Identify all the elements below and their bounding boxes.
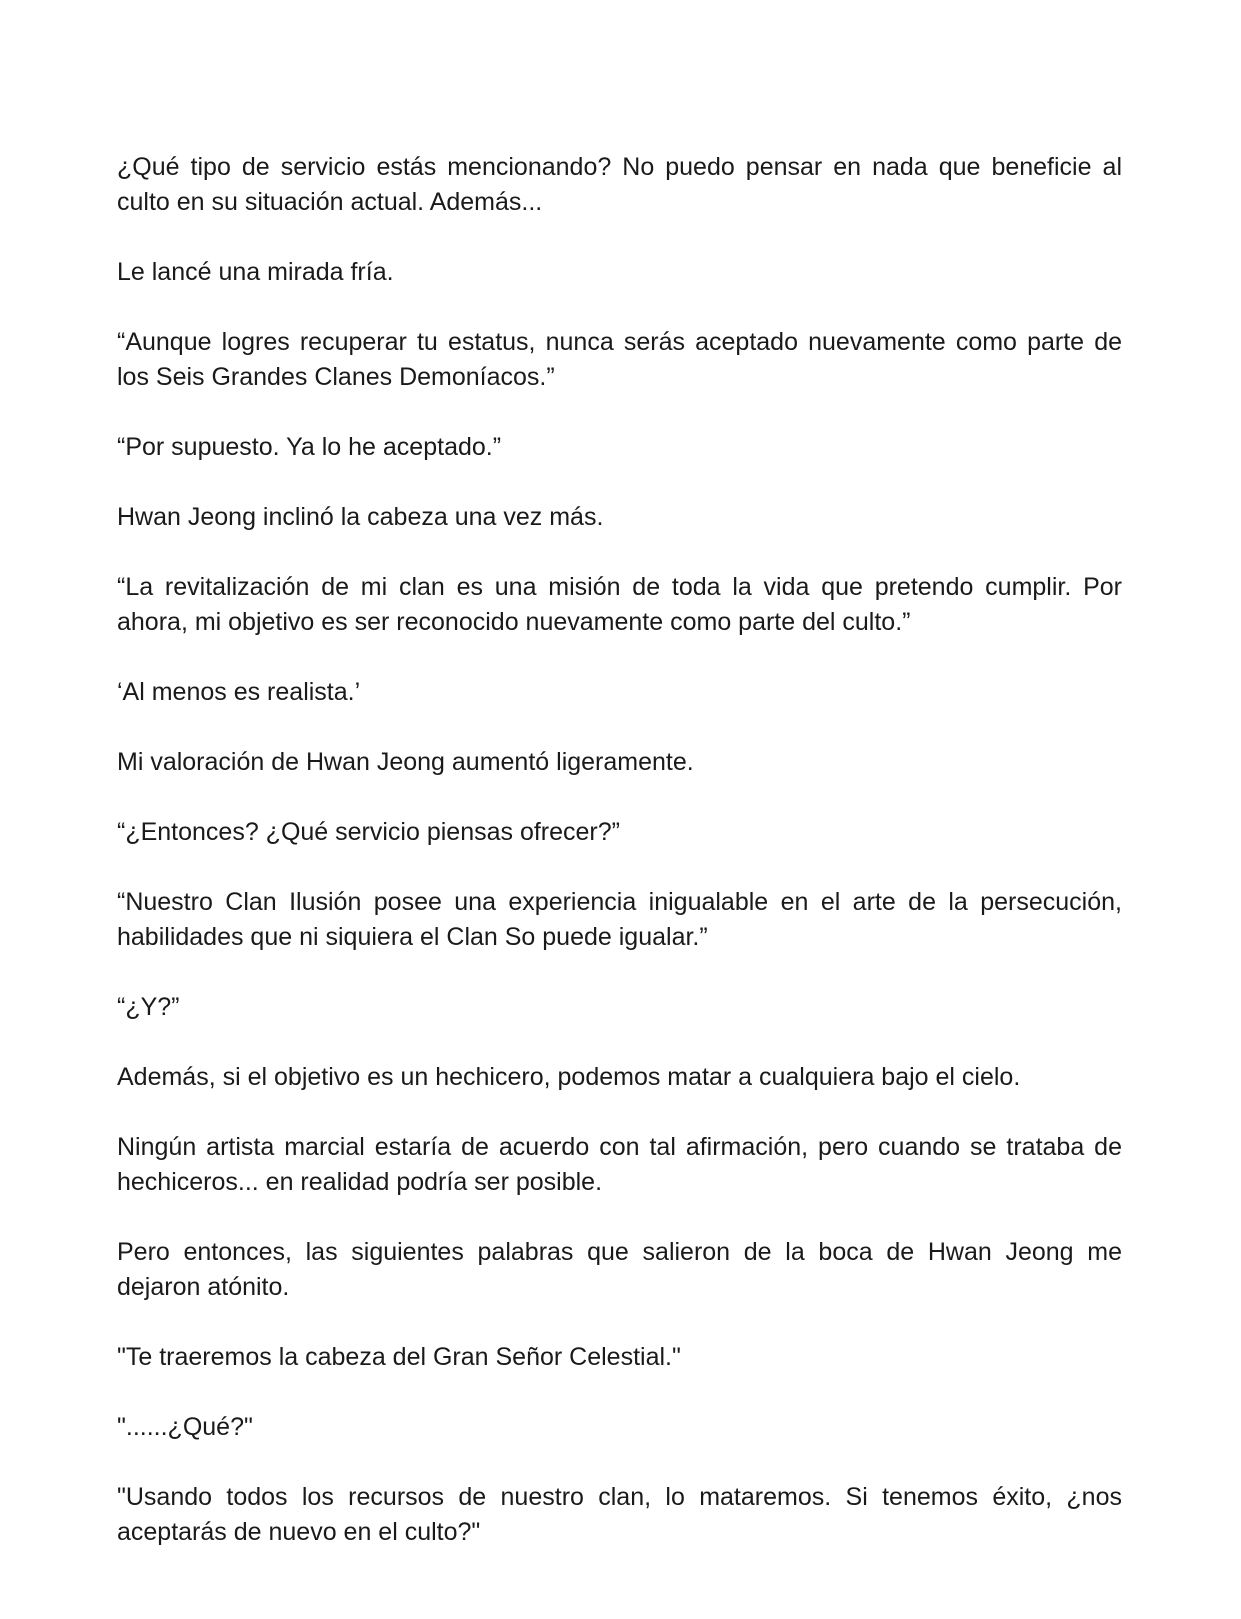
paragraph: “¿Y?” [117, 993, 180, 1021]
paragraph: ‘Al menos es realista.’ [117, 678, 361, 706]
paragraph: “La revitalización de mi clan es una misión de toda la vida que pretendo cumplir. Por ahora, mi objetivo es ser reconocido nuevamente como parte del culto.” [117, 573, 1122, 636]
paragraph: “¿Entonces? ¿Qué servicio piensas ofrecer?” [117, 818, 620, 846]
paragraph: Además, si el objetivo es un hechicero, podemos matar a cualquiera bajo el cielo. [117, 1063, 1021, 1091]
paragraph: Mi valoración de Hwan Jeong aumentó ligeramente. [117, 748, 694, 776]
paragraph: "......¿Qué?" [117, 1413, 253, 1441]
paragraph: “Por supuesto. Ya lo he aceptado.” [117, 433, 502, 461]
paragraph: Hwan Jeong inclinó la cabeza una vez más. [117, 503, 604, 531]
paragraph: "Te traeremos la cabeza del Gran Señor Celestial." [117, 1343, 681, 1371]
paragraph: Le lancé una mirada fría. [117, 258, 394, 286]
paragraph: “Nuestro Clan Ilusión posee una experiencia inigualable en el arte de la persecución, habilidades que ni siquiera el Clan So puede igualar.” [117, 888, 1122, 951]
document-body [117, 150, 1122, 1585]
paragraph: “Aunque logres recuperar tu estatus, nunca serás aceptado nuevamente como parte de los Seis Grandes Clanes Demoníacos.” [117, 328, 1122, 391]
paragraph: Ningún artista marcial estaría de acuerdo con tal afirmación, pero cuando se trataba de hechiceros... en realidad podría ser posible. [117, 1133, 1122, 1196]
paragraph: Pero entonces, las siguientes palabras que salieron de la boca de Hwan Jeong me dejaron atónito. [117, 1238, 1122, 1301]
paragraph: ¿Qué tipo de servicio estás mencionando? No puedo pensar en nada que beneficie al culto en su situación actual. Además... [117, 153, 1122, 216]
paragraph: "Usando todos los recursos de nuestro clan, lo mataremos. Si tenemos éxito, ¿nos aceptarás de nuevo en el culto?" [117, 1483, 1122, 1546]
